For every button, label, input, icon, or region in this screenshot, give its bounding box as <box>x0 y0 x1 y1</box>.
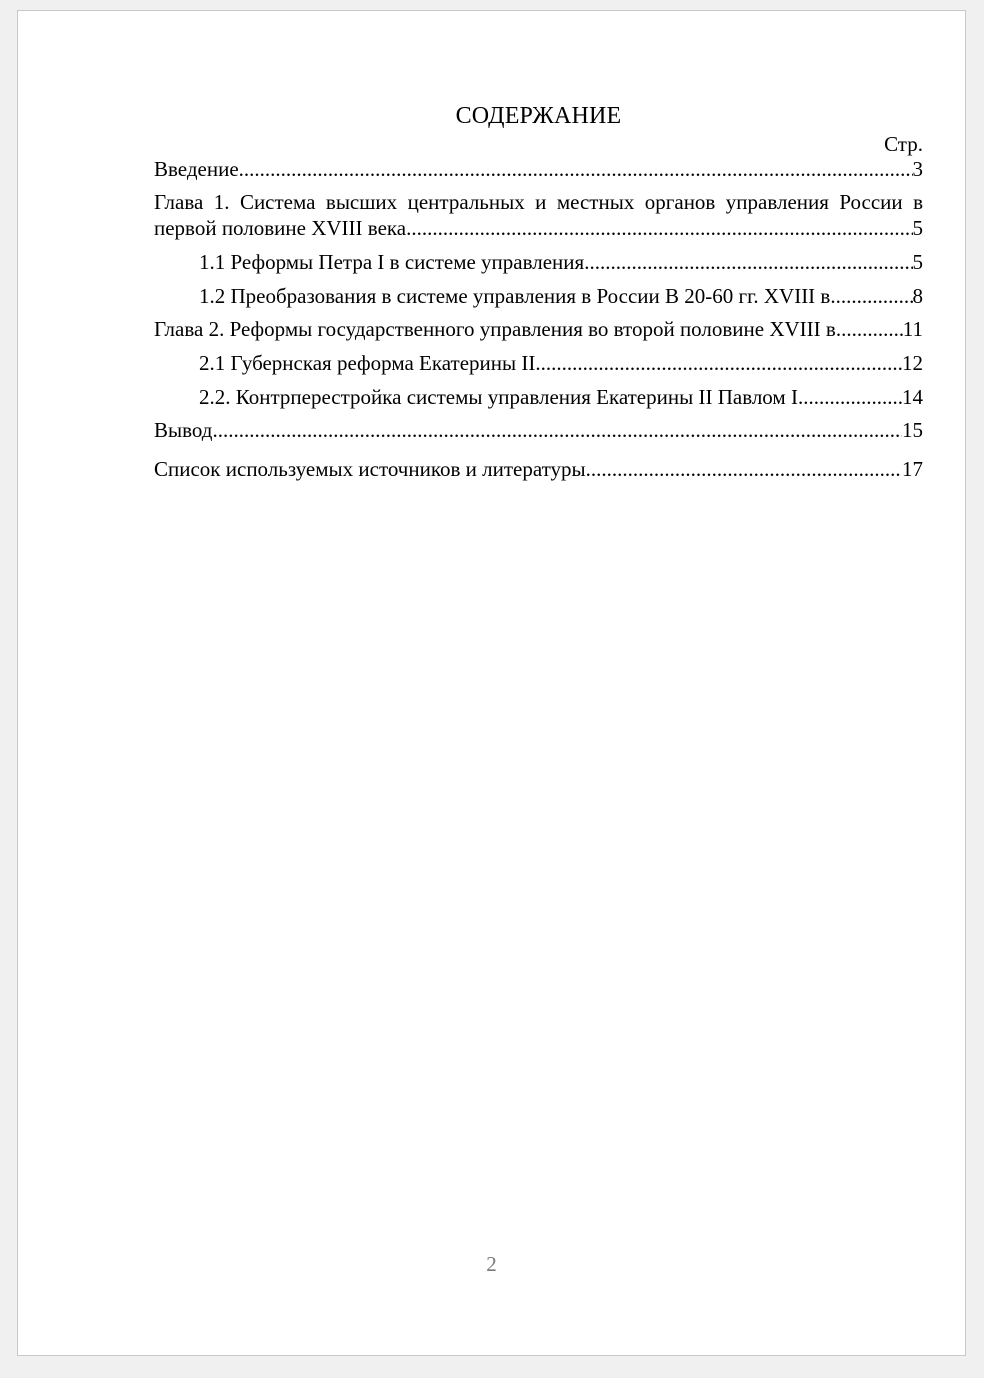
dot-leader <box>535 350 902 376</box>
toc-entry-page: 3 <box>912 157 923 181</box>
toc-entry-text-line1: Глава 1. Система высших центральных и местных органов управления России в <box>154 190 923 214</box>
dot-leader <box>584 249 912 275</box>
toc-entry-text: Введение <box>154 157 239 181</box>
toc-entry-text: 2.2. Контрперестройка системы управления Екатерины II Павлом I <box>199 385 798 409</box>
page-number: 2 <box>486 1252 497 1276</box>
dot-leader <box>830 283 912 309</box>
dot-leader <box>836 316 903 342</box>
toc-entry-chapter-1[interactable] <box>154 189 923 241</box>
toc-entry-page: 11 <box>902 317 923 341</box>
toc-entry-page: 5 <box>912 216 923 240</box>
toc-entry-text: 1.2 Преобразования в системе управления в России В 20-60 гг. XVIII в <box>199 284 831 308</box>
toc-entry-text: Список используемых источников и литературы <box>154 457 586 481</box>
toc-entry-text: Вывод <box>154 418 213 442</box>
toc-entry-page: 12 <box>902 351 923 375</box>
toc-entry-chapter-2[interactable] <box>154 316 923 342</box>
toc-entry-section-1-1[interactable] <box>154 249 923 275</box>
dot-leader <box>239 156 913 182</box>
toc-entry-page: 5 <box>912 250 923 274</box>
dot-leader <box>798 384 902 410</box>
toc-entry-page: 15 <box>902 418 923 442</box>
toc-entry-conclusion[interactable] <box>154 417 923 443</box>
toc-entry-bibliography[interactable] <box>154 456 923 482</box>
toc-entry-page: 17 <box>902 457 923 481</box>
toc-entry-text: первой половине XVIII века <box>154 216 407 240</box>
page-column-label: Стр. <box>884 132 923 156</box>
dot-leader <box>212 417 902 443</box>
dot-leader <box>586 456 902 482</box>
toc-entry-section-2-2[interactable] <box>154 384 923 410</box>
toc-entry-page: 14 <box>902 385 923 409</box>
toc-entry-section-2-1[interactable] <box>154 350 923 376</box>
toc-title: СОДЕРЖАНИЕ <box>455 103 622 129</box>
toc-entry-page: 8 <box>912 284 923 308</box>
dot-leader <box>406 215 912 241</box>
toc-entry-text: 1.1 Реформы Петра I в системе управления <box>199 250 585 274</box>
toc-entry-introduction[interactable] <box>154 156 923 182</box>
toc-entry-text: 2.1 Губернская реформа Екатерины II <box>199 351 536 375</box>
toc-entry-text: Глава 2. Реформы государственного управления во второй половине XVIII в <box>154 317 836 341</box>
toc-entry-section-1-2[interactable] <box>154 283 923 309</box>
document-page <box>17 10 966 1356</box>
